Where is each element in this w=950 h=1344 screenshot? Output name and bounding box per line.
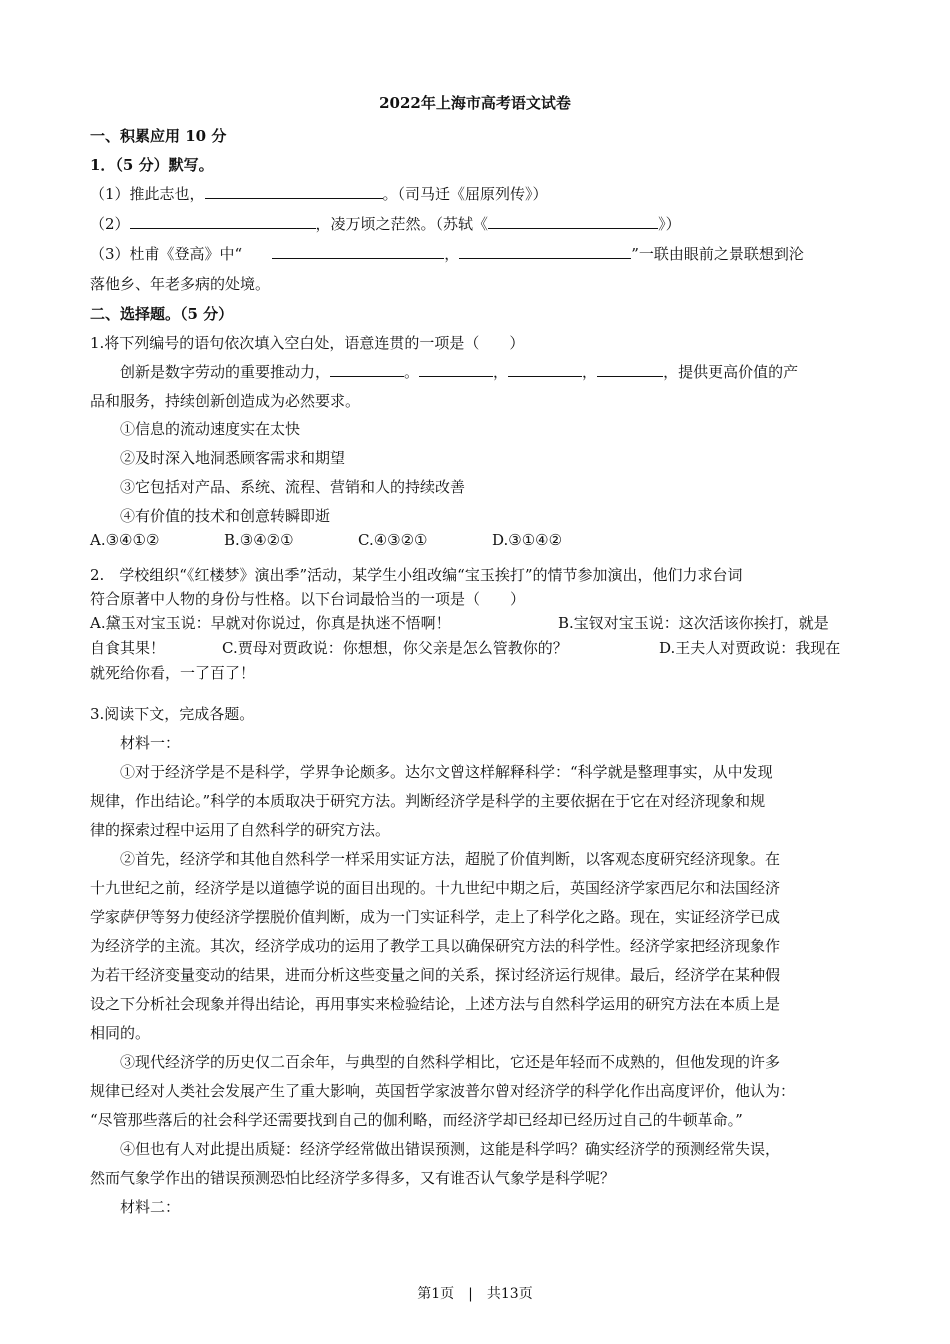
material-1-label: 材料一： — [120, 734, 181, 752]
section-1-heading: 一、积累应用 10 分 — [90, 127, 227, 145]
q2-choice-b-cont: 自食其果！ — [90, 639, 166, 657]
dictation-item-1-suffix: 。（司马迁《屈原列传》） — [382, 185, 548, 203]
choice-d[interactable]: D.③①④② — [492, 531, 563, 549]
answer-blank[interactable] — [488, 214, 658, 229]
passage-text: ， — [493, 363, 509, 381]
answer-blank[interactable] — [272, 244, 444, 259]
paragraph-line: 十九世纪之前，经济学是以道德学说的面目出现的。十九世纪中期之后，英国经济学家西尼尔和法国经济 — [90, 879, 781, 897]
question-1-header: 1．（5 分）默写。 — [90, 156, 214, 174]
choice-question-1: 1.将下列编号的语句依次填入空白处，语意连贯的一项是（ ） — [90, 334, 525, 352]
dictation-item-3 — [90, 244, 804, 264]
paragraph-line: 为若干经济变量变动的结果，进而分析这些变量之间的关系，探讨经济运行规律。最后，经济学在某种假 — [90, 966, 781, 984]
dictation-item-3-prefix: （3）杜甫《登高》中“ — [90, 245, 243, 263]
reading-question-3: 3.阅读下文，完成各题。 — [90, 705, 255, 723]
q2-choice-a[interactable]: A.黛玉对宝玉说：早就对你说过，你真是执迷不悟啊！ — [90, 614, 451, 632]
dictation-item-3-suffix: ”一联由眼前之景联想到沦 — [631, 245, 804, 263]
page-footer: 第1页 | 共13页 — [417, 1286, 533, 1302]
dictation-item-2-middle: ，凌万顷之茫然。（苏轼《 — [315, 215, 489, 233]
material-2-label: 材料二： — [120, 1198, 181, 1216]
dictation-item-1 — [90, 184, 548, 204]
paragraph-line: ②首先，经济学和其他自然科学一样采用实证方法，超脱了价值判断，以客观态度研究经济现象。在 — [120, 850, 781, 868]
choice-b[interactable]: B.③④②① — [224, 531, 294, 549]
dictation-item-2-prefix: （2） — [90, 215, 130, 233]
sentence-option: ③它包括对产品、系统、流程、营销和人的持续改善 — [120, 478, 466, 496]
sentence-option: ②及时深入地洞悉顾客需求和期望 — [120, 449, 346, 467]
passage-text: ， — [582, 363, 598, 381]
dictation-item-3-cont: 落他乡、年老多病的处境。 — [90, 275, 271, 293]
paragraph-line: 然而气象学作出的错误预测恐怕比经济学多得多，又有谁否认气象学是科学呢？ — [90, 1169, 616, 1187]
q2-choice-c[interactable]: C.贾母对贾政说：你想想，你父亲是怎么管教你的？ — [222, 639, 568, 657]
paragraph-line: 相同的。 — [90, 1024, 151, 1042]
page-title: 2022年上海市高考语文试卷 — [379, 94, 571, 112]
dictation-item-2 — [90, 214, 681, 234]
answer-blank[interactable] — [459, 244, 631, 259]
dictation-item-2-suffix: 》） — [658, 215, 681, 233]
answer-blank[interactable] — [205, 184, 383, 199]
answer-blank[interactable] — [330, 362, 404, 377]
choice-question-2: 2. 学校组织“《红楼梦》演出季”活动，某学生小组改编“宝玉挨打”的情节参加演出，他们力求台词 — [90, 566, 743, 584]
answer-blank[interactable] — [597, 362, 663, 377]
passage-text: 创新是数字劳动的重要推动力， — [120, 363, 331, 381]
q2-choice-d-cont: 就死给你看，一了百了！ — [90, 664, 256, 682]
choice-c[interactable]: C.④③②① — [358, 531, 428, 549]
paragraph-line: ①对于经济学是不是科学，学界争论颇多。达尔文曾这样解释科学：“科学就是整理事实，从中发现 — [120, 763, 773, 781]
dictation-item-1-prefix: （1）推此志也， — [90, 185, 205, 203]
question-1-passage — [120, 362, 798, 382]
answer-blank[interactable] — [419, 362, 493, 377]
choice-a[interactable]: A.③④①② — [90, 531, 160, 549]
paragraph-line: 律的探索过程中运用了自然科学的研究方法。 — [90, 821, 391, 839]
answer-blank[interactable] — [508, 362, 582, 377]
dictation-item-3-comma: ， — [444, 245, 460, 263]
paragraph-line: 规律，作出结论。”科学的本质取决于研究方法。判断经济学是科学的主要依据在于它在对经济现象和规 — [90, 792, 766, 810]
section-2-heading: 二、选择题。（5 分） — [90, 305, 234, 323]
paragraph-line: “尽管那些落后的社会科学还需要找到自己的伽利略，而经济学却已经却已经历过自己的牛顿革命。” — [90, 1111, 743, 1129]
passage-text: ，提供更高价值的产 — [663, 363, 799, 381]
sentence-option: ①信息的流动速度实在太快 — [120, 420, 301, 438]
question-1-passage-cont: 品和服务，持续创新创造成为必然要求。 — [90, 392, 361, 410]
paragraph-line: ④但也有人对此提出质疑：经济学经常做出错误预测，这能是科学吗？确实经济学的预测经常失误， — [120, 1140, 781, 1158]
q2-choice-d[interactable]: D.王夫人对贾政说：我现在 — [659, 639, 841, 657]
passage-text: 。 — [404, 363, 420, 381]
paragraph-line: 设之下分析社会现象并得出结论，再用事实来检验结论，上述方法与自然科学运用的研究方法在本质上是 — [90, 995, 781, 1013]
choice-question-2-cont: 符合原著中人物的身份与性格。以下台词最恰当的一项是（ ） — [90, 590, 526, 608]
paragraph-line: ③现代经济学的历史仅二百余年，与典型的自然科学相比，它还是年轻而不成熟的，但他发现的许多 — [120, 1053, 781, 1071]
q2-choice-b[interactable]: B.宝钗对宝玉说：这次活该你挨打，就是 — [558, 614, 829, 632]
answer-blank[interactable] — [130, 214, 316, 229]
paragraph-line: 学家萨伊等努力使经济学摆脱价值判断，成为一门实证科学，走上了科学化之路。现在，实证经济学已成 — [90, 908, 781, 926]
sentence-option: ④有价值的技术和创意转瞬即逝 — [120, 507, 331, 525]
paragraph-line: 为经济学的主流。其次，经济学成功的运用了教学工具以确保研究方法的科学性。经济学家把经济现象作 — [90, 937, 781, 955]
paragraph-line: 规律已经对人类社会发展产生了重大影响，英国哲学家波普尔曾对经济学的科学化作出高度评价，他认为： — [90, 1082, 796, 1100]
